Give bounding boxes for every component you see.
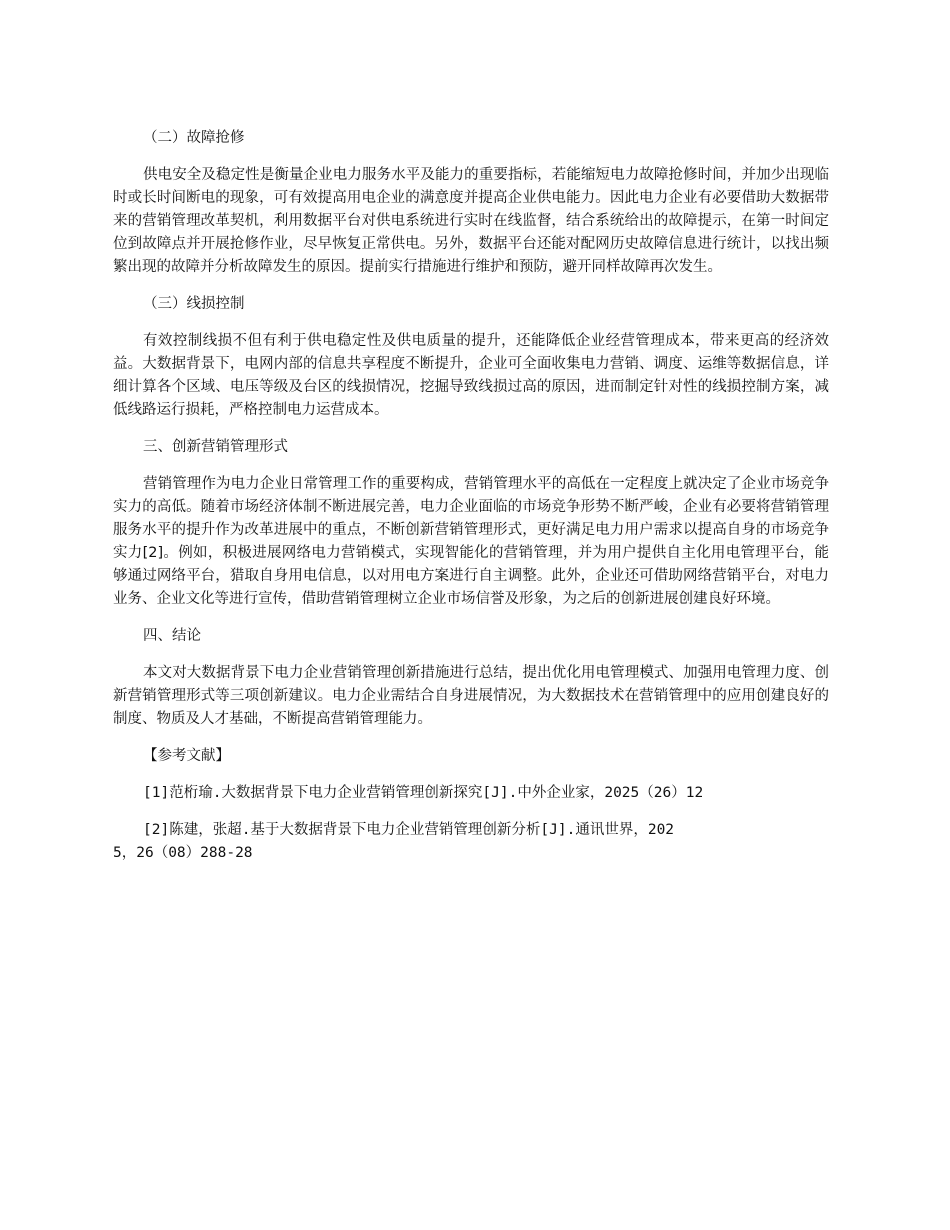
references-heading: 【参考文献】 [143,748,230,764]
section-heading: （三）线损控制 [143,296,245,312]
section-fault-repair [113,127,829,279]
section-paragraph: 有效控制线损不但有利于供电稳定性及供电质量的提升，还能降低企业经营管理成本，带来更高的经济效益。大数据背景下，电网内部的信息共享程度不断提升，企业可全面收集电力营销、调度、运维等数据信息，详细计算各个区域、电压等级及台区的线损情况，挖掘导致线损过高的原因，进而制定针对性的线损控制方案，减低线路运行损耗，严格控制电力运营成本。 [113,333,829,418]
section-paragraph: 供电安全及稳定性是衡量企业电力服务水平及能力的重要指标，若能缩短电力故障抢修时间，并加少出现临时或长时间断电的现象，可有效提高用电企业的满意度并提高企业供电能力。因此电力企业有必要借助大数据带来的营销管理改革契机，利用数据平台对供电系统进行实时在线监督，结合系统给出的故障提示，在第一时间定位到故障点并开展抢修作业，尽早恢复正常供电。另外，数据平台还能对配网历史故障信息进行统计，以找出频繁出现的故障并分析故障发生的原因。提前实行措施进行维护和预防，避开同样故障再次发生。 [113,167,829,275]
document-page [113,127,829,879]
section-heading: 三、创新营销管理形式 [143,439,288,455]
section-line-loss-control [113,293,829,422]
references-section [113,745,829,865]
section-heading: （二）故障抢修 [143,130,245,146]
reference-item: [1]范桁瑜.大数据背景下电力企业营销管理创新探究[J].中外企业家，2025（26）12 [143,785,704,801]
section-conclusion [113,625,829,731]
section-paragraph: 营销管理作为电力企业日常管理工作的重要构成，营销管理水平的高低在一定程度上就决定了企业市场竞争实力的高低。随着市场经济体制不断进展完善，电力企业面临的市场竞争形势不断严峻，企业有必要将营销管理服务水平的提升作为改革进展中的重点，不断创新营销管理形式，更好满足电力用户需求以提高自身的市场竞争实力[2]。例如，积极进展网络电力营销模式，实现智能化的营销管理，并为用户提供自主化用电管理平台，能够通过网络平台，猎取自身用电信息，以对用电方案进行自主调整。此外，企业还可借助网络营销平台，对电力业务、企业文化等进行宣传，借助营销管理树立企业市场信誉及形象，为之后的创新进展创建良好环境。 [113,476,829,607]
section-paragraph: 本文对大数据背景下电力企业营销管理创新措施进行总结，提出优化用电管理模式、加强用电管理力度、创新营销管理形式等三项创新建议。电力企业需结合自身进展情况，为大数据技术在营销管理中的应用创建良好的制度、物质及人才基础，不断提高营销管理能力。 [113,665,829,727]
section-heading: 四、结论 [143,628,201,644]
reference-item: [2]陈建，张超.基于大数据背景下电力企业营销管理创新分析[J].通讯世界，2025，26（08）288-28 [113,822,675,861]
section-innovate-marketing [113,436,829,611]
